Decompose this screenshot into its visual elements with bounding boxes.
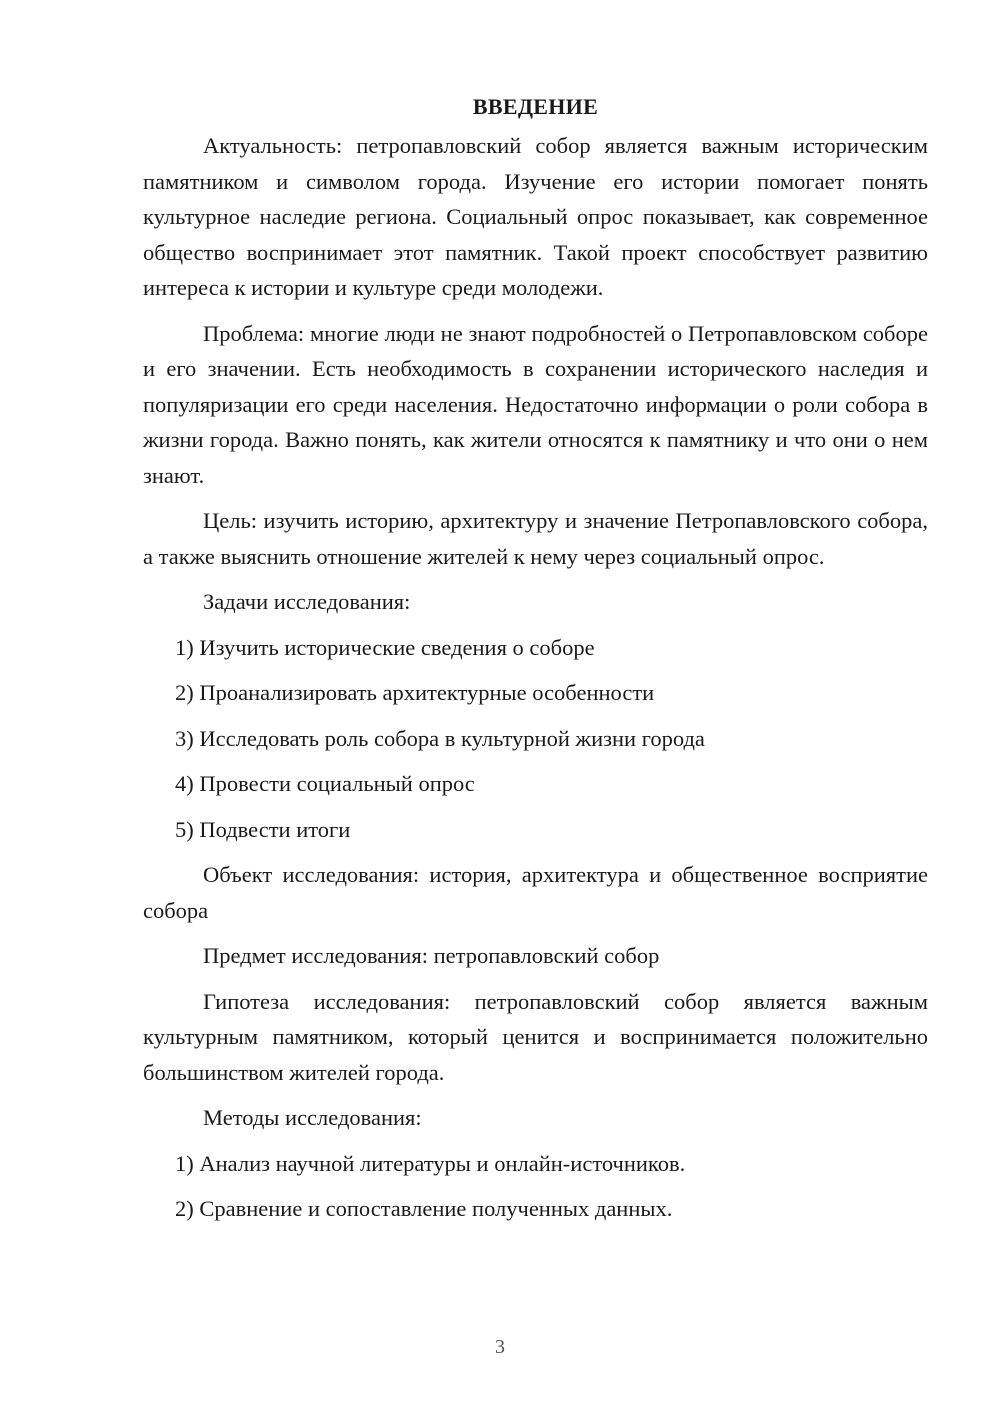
document-title: ВВЕДЕНИЕ <box>472 94 599 119</box>
document-page <box>143 92 928 1237</box>
task-item: 5) Подвести итоги <box>175 816 351 842</box>
task-item: 1) Изучить исторические сведения о соборе <box>175 634 595 660</box>
page-number: 3 <box>495 1336 505 1358</box>
object-paragraph: Объект исследования: история, архитектура и общественное восприятие собора <box>143 862 928 923</box>
method-item: 2) Сравнение и сопоставление полученных данных. <box>175 1196 673 1221</box>
task-item: 4) Провести социальный опрос <box>175 771 475 796</box>
goal-paragraph: Цель: изучить историю, архитектуру и значение Петропавловского собора, а также выяснить отношение жителей к нему через социальный опрос. <box>143 508 928 569</box>
task-item: 2) Проанализировать архитектурные особенности <box>175 680 655 705</box>
methods-list <box>143 1146 928 1227</box>
subject-paragraph: Предмет исследования: петропавловский собор <box>203 943 660 968</box>
problem-paragraph: Проблема: многие люди не знают подробностей о Петропавловском соборе и его значении. Есть необходимость в сохранении исторического наследия и популяризации его среди населения. Недостаточно информации о роли собора в жизни города. Важно понять, как жители относятся к памятнику и что они о нем знают. <box>143 320 928 488</box>
tasks-list <box>143 630 928 848</box>
task-item: 3) Исследовать роль собора в культурной жизни города <box>175 725 705 751</box>
method-item: 1) Анализ научной литературы и онлайн-источников. <box>175 1150 686 1176</box>
methods-label: Методы исследования: <box>203 1105 422 1130</box>
hypothesis-paragraph: Гипотеза исследования: петропавловский собор является важным культурным памятником, который ценится и воспринимается положительно большинством жителей города. <box>143 988 928 1085</box>
relevance-paragraph: Актуальность: петропавловский собор является важным историческим памятником и символом города. Изучение его истории помогает понять культурное наследие региона. Социальный опрос показывает, как современное общество воспринимает этот памятник. Такой проект способствует развитию интереса к истории и культуре среди молодежи. <box>143 133 928 300</box>
tasks-label: Задачи исследования: <box>203 589 411 614</box>
